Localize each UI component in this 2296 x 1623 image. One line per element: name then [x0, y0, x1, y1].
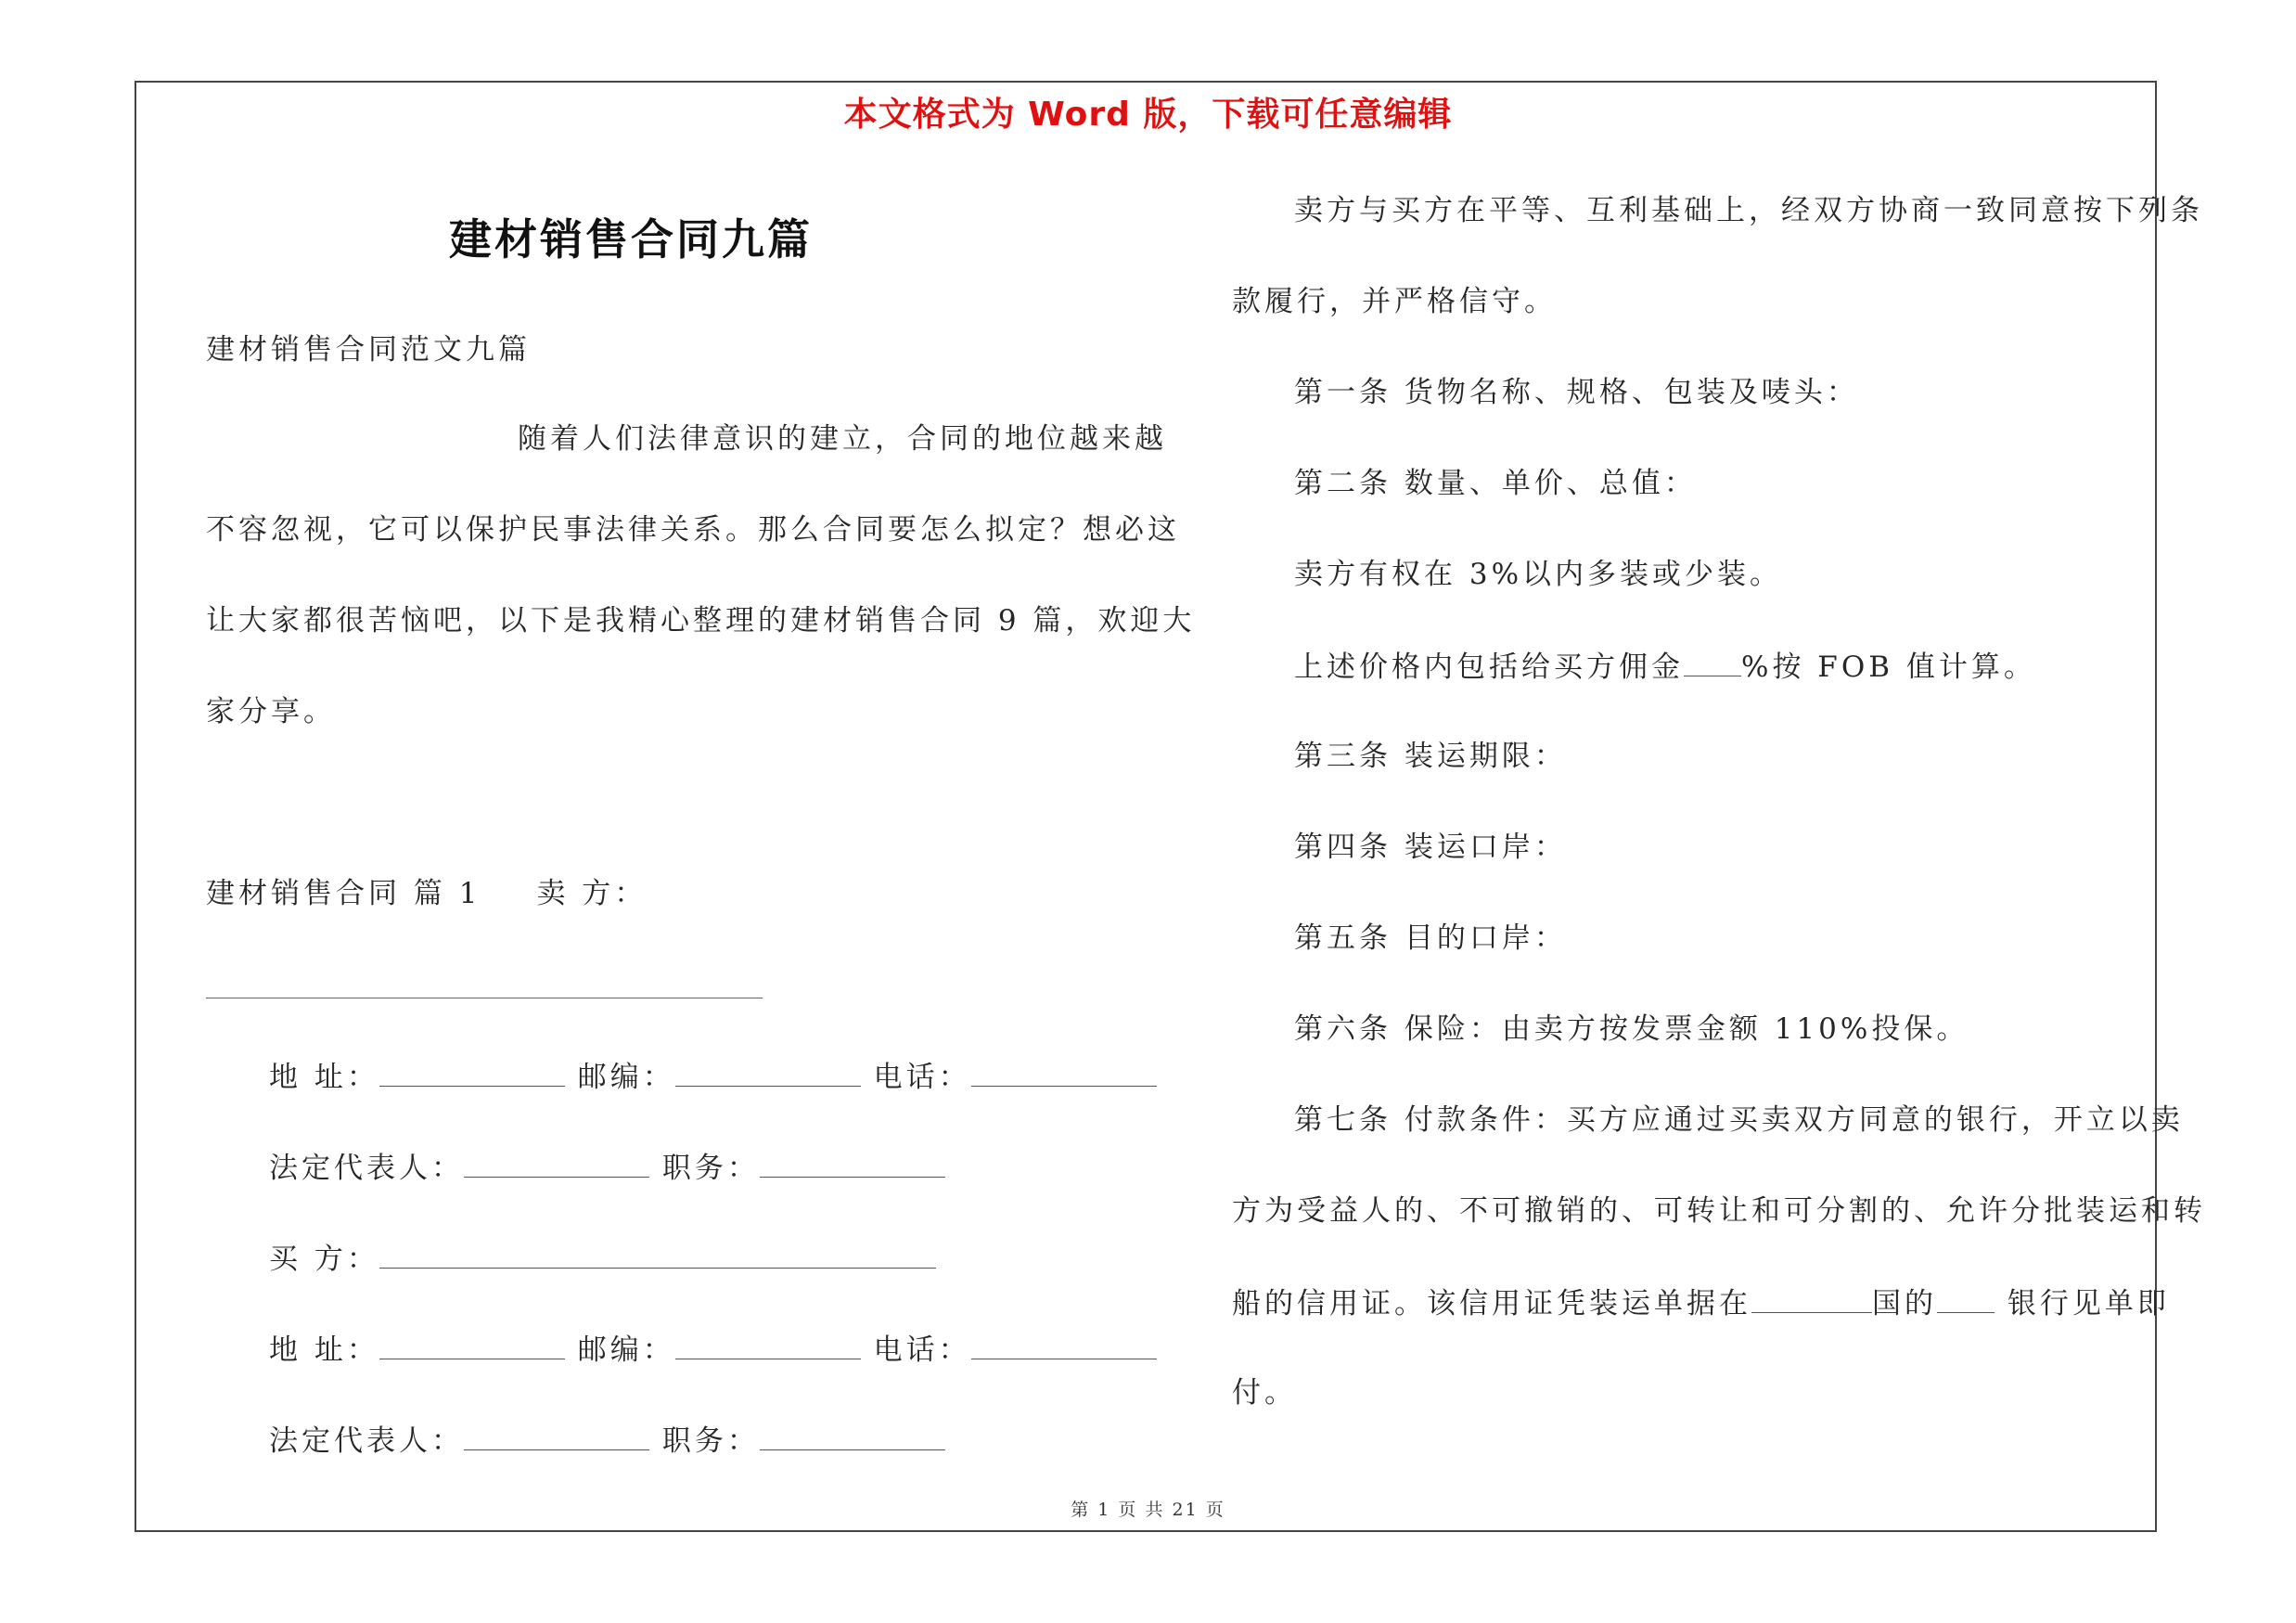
lc-middle: 国的 — [1872, 1287, 1937, 1320]
buyer-blank — [379, 1243, 936, 1269]
quantity-tolerance: 卖方有权在 3%以内多装或少装。 — [1294, 558, 1783, 591]
buyer-row — [269, 1243, 936, 1274]
intro-line-4: 家分享。 — [206, 695, 336, 728]
legal-rep-blank — [464, 1153, 649, 1178]
address-blank — [379, 1062, 565, 1087]
commission-prefix: 上述价格内包括给买方佣金 — [1294, 650, 1684, 684]
buyer-address-row — [269, 1334, 1157, 1365]
buyer-legal-rep-row — [269, 1425, 945, 1456]
lc-text: 船的信用证。该信用证凭装运单据在 — [1232, 1287, 1751, 1320]
intro-line-1: 随着人们法律意识的建立，合同的地位越来越 — [518, 422, 1167, 456]
seller-legal-rep-row — [269, 1153, 945, 1183]
article-7: 第七条 付款条件：买方应通过买卖双方同意的银行，开立以卖 — [1294, 1103, 2184, 1137]
commission-blank — [1684, 651, 1741, 676]
article-7-cont-1: 方为受益人的、不可撤销的、可转让和可分割的、允许分批装运和转 — [1232, 1194, 2206, 1228]
commission-suffix: %按 FOB 值计算。 — [1741, 650, 2036, 684]
address-blank — [379, 1334, 565, 1359]
seller-address-row — [269, 1062, 1157, 1092]
lc-end: 银行见单即 — [1995, 1287, 2170, 1320]
article-4: 第四条 装运口岸： — [1294, 831, 1567, 864]
country-blank — [1751, 1288, 1872, 1313]
phone-label: 电话： — [873, 1333, 971, 1367]
right-line-2: 款履行，并严格信守。 — [1232, 285, 1557, 318]
article-7-cont-2 — [1232, 1288, 2170, 1319]
article-1: 第一条 货物名称、规格、包装及唛头： — [1294, 376, 1859, 409]
article-5: 第五条 目的口岸： — [1294, 921, 1567, 955]
address-label: 地 址： — [269, 1061, 379, 1094]
bank-blank — [1937, 1288, 1995, 1313]
position-label: 职务： — [661, 1424, 760, 1458]
subtitle: 建材销售合同范文九篇 — [206, 333, 531, 367]
commission-line — [1294, 651, 2036, 682]
document-title: 建材销售合同九篇 — [449, 214, 813, 264]
right-line-1: 卖方与买方在平等、互利基础上，经双方协商一致同意按下列条 — [1294, 194, 2203, 227]
postcode-label: 邮编： — [577, 1061, 675, 1094]
postcode-label: 邮编： — [577, 1333, 675, 1367]
position-label: 职务： — [661, 1152, 760, 1185]
postcode-blank — [675, 1334, 861, 1359]
article-3: 第三条 装运期限： — [1294, 740, 1567, 773]
phone-label: 电话： — [873, 1061, 971, 1094]
legal-rep-blank — [464, 1425, 649, 1450]
legal-rep-label: 法定代表人： — [269, 1424, 464, 1458]
buyer-label: 买 方： — [269, 1243, 379, 1276]
page-number: 第 1 页 共 21 页 — [1071, 1500, 1225, 1520]
editable-banner: 本文格式为 Word 版，下载可任意编辑 — [843, 96, 1453, 134]
phone-blank — [971, 1062, 1157, 1087]
section-heading: 建材销售合同 篇 1 — [206, 877, 481, 910]
intro-line-2: 不容忽视，它可以保护民事法律关系。那么合同要怎么拟定？想必这 — [206, 513, 1180, 547]
position-blank — [760, 1425, 945, 1450]
seller-label: 卖 方： — [536, 877, 648, 910]
position-blank — [760, 1153, 945, 1178]
article-6: 第六条 保险：由卖方按发票金额 110%投保。 — [1294, 1012, 1969, 1046]
article-7-cont-3: 付。 — [1232, 1376, 1297, 1410]
address-label: 地 址： — [269, 1333, 379, 1367]
section-heading-1 — [206, 877, 648, 910]
intro-line-3: 让大家都很苦恼吧，以下是我精心整理的建材销售合同 9 篇，欢迎大 — [206, 604, 1196, 638]
article-2: 第二条 数量、单价、总值： — [1294, 467, 1697, 500]
phone-blank — [971, 1334, 1157, 1359]
legal-rep-label: 法定代表人： — [269, 1152, 464, 1185]
postcode-blank — [675, 1062, 861, 1087]
